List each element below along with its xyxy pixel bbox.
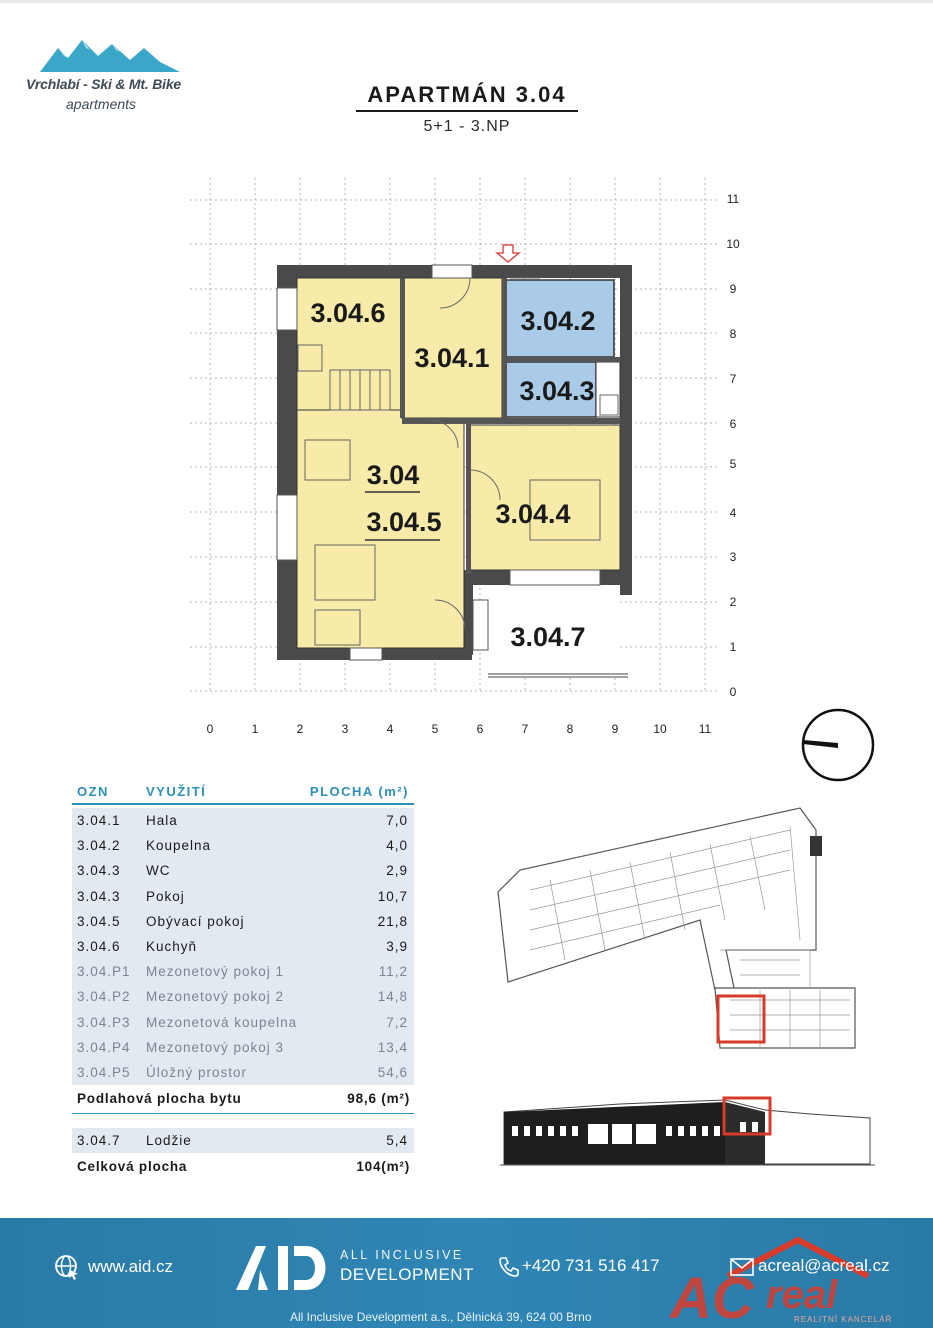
cell-code: 3.04.2 <box>77 838 121 854</box>
phone-text: +420 731 516 417 <box>522 1256 660 1275</box>
table-row <box>72 1128 414 1153</box>
header-area: PLOCHA (m²) <box>309 784 409 799</box>
cell-use: Mezonetový pokoj 1 <box>146 964 285 980</box>
cell-code: 3.04.6 <box>77 938 121 954</box>
cell-area: 3,9 <box>386 938 408 954</box>
cell-code: 3.04.7 <box>77 1133 121 1149</box>
x-tick: 8 <box>566 722 574 736</box>
cell-area: 11,2 <box>378 964 408 980</box>
table-body <box>72 808 414 1085</box>
area-table <box>72 781 414 1181</box>
cell-area: 2,9 <box>386 863 408 879</box>
floor-total-value: 98,6 (m²) <box>347 1091 410 1107</box>
room-label-3.04: 3.04 <box>366 460 420 490</box>
room-label-3.04.6: 3.04.6 <box>310 298 386 328</box>
cell-use: Obývací pokoj <box>146 913 245 929</box>
cell-area: 14,8 <box>377 989 408 1005</box>
cell-use: Úložný prostor <box>146 1064 248 1080</box>
cell-use: Hala <box>146 813 178 828</box>
north-compass-icon <box>800 707 876 783</box>
table-row <box>72 808 414 833</box>
x-tick: 9 <box>611 722 619 736</box>
x-tick: 7 <box>521 722 529 736</box>
x-tick: 0 <box>206 722 214 736</box>
table-row-mezzanine <box>72 984 414 1009</box>
table-row <box>72 833 414 858</box>
table-row-mezzanine <box>72 1035 414 1060</box>
y-tick: 8 <box>729 327 737 341</box>
y-tick: 11 <box>726 192 740 206</box>
room-label-3.04.3: 3.04.3 <box>519 376 595 406</box>
header-code: OZN <box>77 784 109 799</box>
cell-code: 3.04.3 <box>77 888 121 904</box>
y-tick: 4 <box>729 506 737 520</box>
logo-title: Vrchlabí - Ski & Mt. Bike <box>26 76 182 92</box>
x-axis <box>207 722 712 736</box>
brand-line-1: ALL INCLUSIVE <box>340 1248 464 1262</box>
y-tick: 2 <box>729 595 737 609</box>
y-tick: 0 <box>729 685 737 699</box>
brand-logo[interactable] <box>22 36 202 116</box>
cell-area: 7,0 <box>386 813 408 828</box>
cell-area: 5,4 <box>386 1133 408 1149</box>
table-row-mezzanine <box>72 959 414 984</box>
cell-area: 4,0 <box>386 838 408 854</box>
y-tick: 3 <box>729 550 737 564</box>
company-address: All Inclusive Development a.s., Dělnická 39, 624 00 Brno <box>290 1310 592 1324</box>
cell-code: 3.04.P2 <box>77 989 131 1005</box>
entrance-arrow-icon <box>497 245 519 262</box>
y-tick: 1 <box>729 640 737 654</box>
loggia-body <box>72 1128 414 1153</box>
table-row-mezzanine <box>72 1060 414 1085</box>
cell-code: 3.04.P4 <box>77 1039 131 1055</box>
x-tick: 10 <box>653 722 667 736</box>
y-tick: 10 <box>726 237 740 251</box>
mountains-icon <box>40 36 180 78</box>
room-label-3.04.1: 3.04.1 <box>414 343 490 373</box>
cell-code: 3.04.P3 <box>77 1014 131 1030</box>
y-tick: 6 <box>729 417 737 431</box>
x-tick: 1 <box>251 722 259 736</box>
envelope-icon <box>730 1258 754 1276</box>
room-label-3.04.4: 3.04.4 <box>495 499 571 529</box>
cell-use: Mezonetová koupelna <box>146 1014 298 1030</box>
website-text: www.aid.cz <box>88 1257 174 1276</box>
cell-area: 21,8 <box>377 913 408 929</box>
x-tick: 11 <box>698 722 712 736</box>
rooms <box>297 278 620 677</box>
table-row <box>72 884 414 909</box>
table-header <box>72 781 414 805</box>
top-border <box>0 0 933 3</box>
logo-subtitle: apartments <box>66 96 137 112</box>
apartment-title: APARTMÁN 3.04 <box>367 82 567 107</box>
cell-code: 3.04.1 <box>77 813 121 828</box>
cell-code: 3.04.3 <box>77 863 121 879</box>
svg-text:AC: AC <box>670 1266 754 1326</box>
y-axis <box>726 192 740 699</box>
globe-icon <box>54 1254 80 1280</box>
grand-total <box>72 1153 414 1181</box>
cell-use: Lodžie <box>146 1133 192 1149</box>
cell-use: Kuchyň <box>146 938 198 954</box>
cell-use: Mezonetový pokoj 2 <box>146 989 285 1005</box>
x-tick: 2 <box>296 722 304 736</box>
building-elevation <box>500 1090 880 1170</box>
floor-total-label: Podlahová plocha bytu <box>77 1091 242 1107</box>
floor-plan <box>0 170 933 770</box>
cell-use: WC <box>146 863 171 879</box>
site-key-plan <box>490 800 890 1050</box>
cell-area: 13,4 <box>377 1039 408 1055</box>
x-tick: 3 <box>341 722 349 736</box>
cell-area: 7,2 <box>386 1014 408 1030</box>
phone-icon <box>498 1256 520 1278</box>
title-underline <box>356 110 578 112</box>
floor-area-total <box>72 1085 414 1113</box>
apartment-subtitle: 5+1 - 3.NP <box>423 118 511 135</box>
divider <box>72 1113 414 1114</box>
y-tick: 9 <box>729 282 737 296</box>
grand-total-value: 104(m²) <box>356 1159 410 1175</box>
y-tick: 7 <box>729 372 737 386</box>
email-text: acreal@acreal.cz <box>758 1256 890 1275</box>
header-use: VYUŽITÍ <box>146 784 207 799</box>
room-label-3.04.2: 3.04.2 <box>520 306 596 336</box>
grand-total-label: Celková plocha <box>77 1159 188 1175</box>
cell-use: Mezonetový pokoj 3 <box>146 1039 285 1055</box>
svg-text:REALITNÍ KANCELÁŘ: REALITNÍ KANCELÁŘ <box>794 1315 893 1324</box>
table-row <box>72 858 414 883</box>
cell-area: 10,7 <box>377 888 408 904</box>
footer <box>0 1218 933 1328</box>
x-tick: 5 <box>431 722 439 736</box>
svg-text:real: real <box>766 1273 838 1317</box>
x-tick: 4 <box>386 722 394 736</box>
room-label-3.04.7: 3.04.7 <box>510 622 586 652</box>
cell-area: 54,6 <box>377 1064 408 1080</box>
aid-logo-icon <box>234 1242 334 1292</box>
table-row <box>72 934 414 959</box>
floor-plan-drawing <box>0 170 933 770</box>
cell-code: 3.04.5 <box>77 913 121 929</box>
table-row <box>72 909 414 934</box>
room-label-3.04.5: 3.04.5 <box>366 507 442 537</box>
cell-use: Pokoj <box>146 888 185 904</box>
x-tick: 6 <box>476 722 484 736</box>
cell-code: 3.04.P5 <box>77 1064 131 1080</box>
y-tick: 5 <box>729 457 737 471</box>
brand-line-2: DEVELOPMENT <box>340 1265 474 1284</box>
table-row-mezzanine <box>72 1010 414 1035</box>
cell-code: 3.04.P1 <box>77 964 131 980</box>
cell-use: Koupelna <box>146 838 212 854</box>
